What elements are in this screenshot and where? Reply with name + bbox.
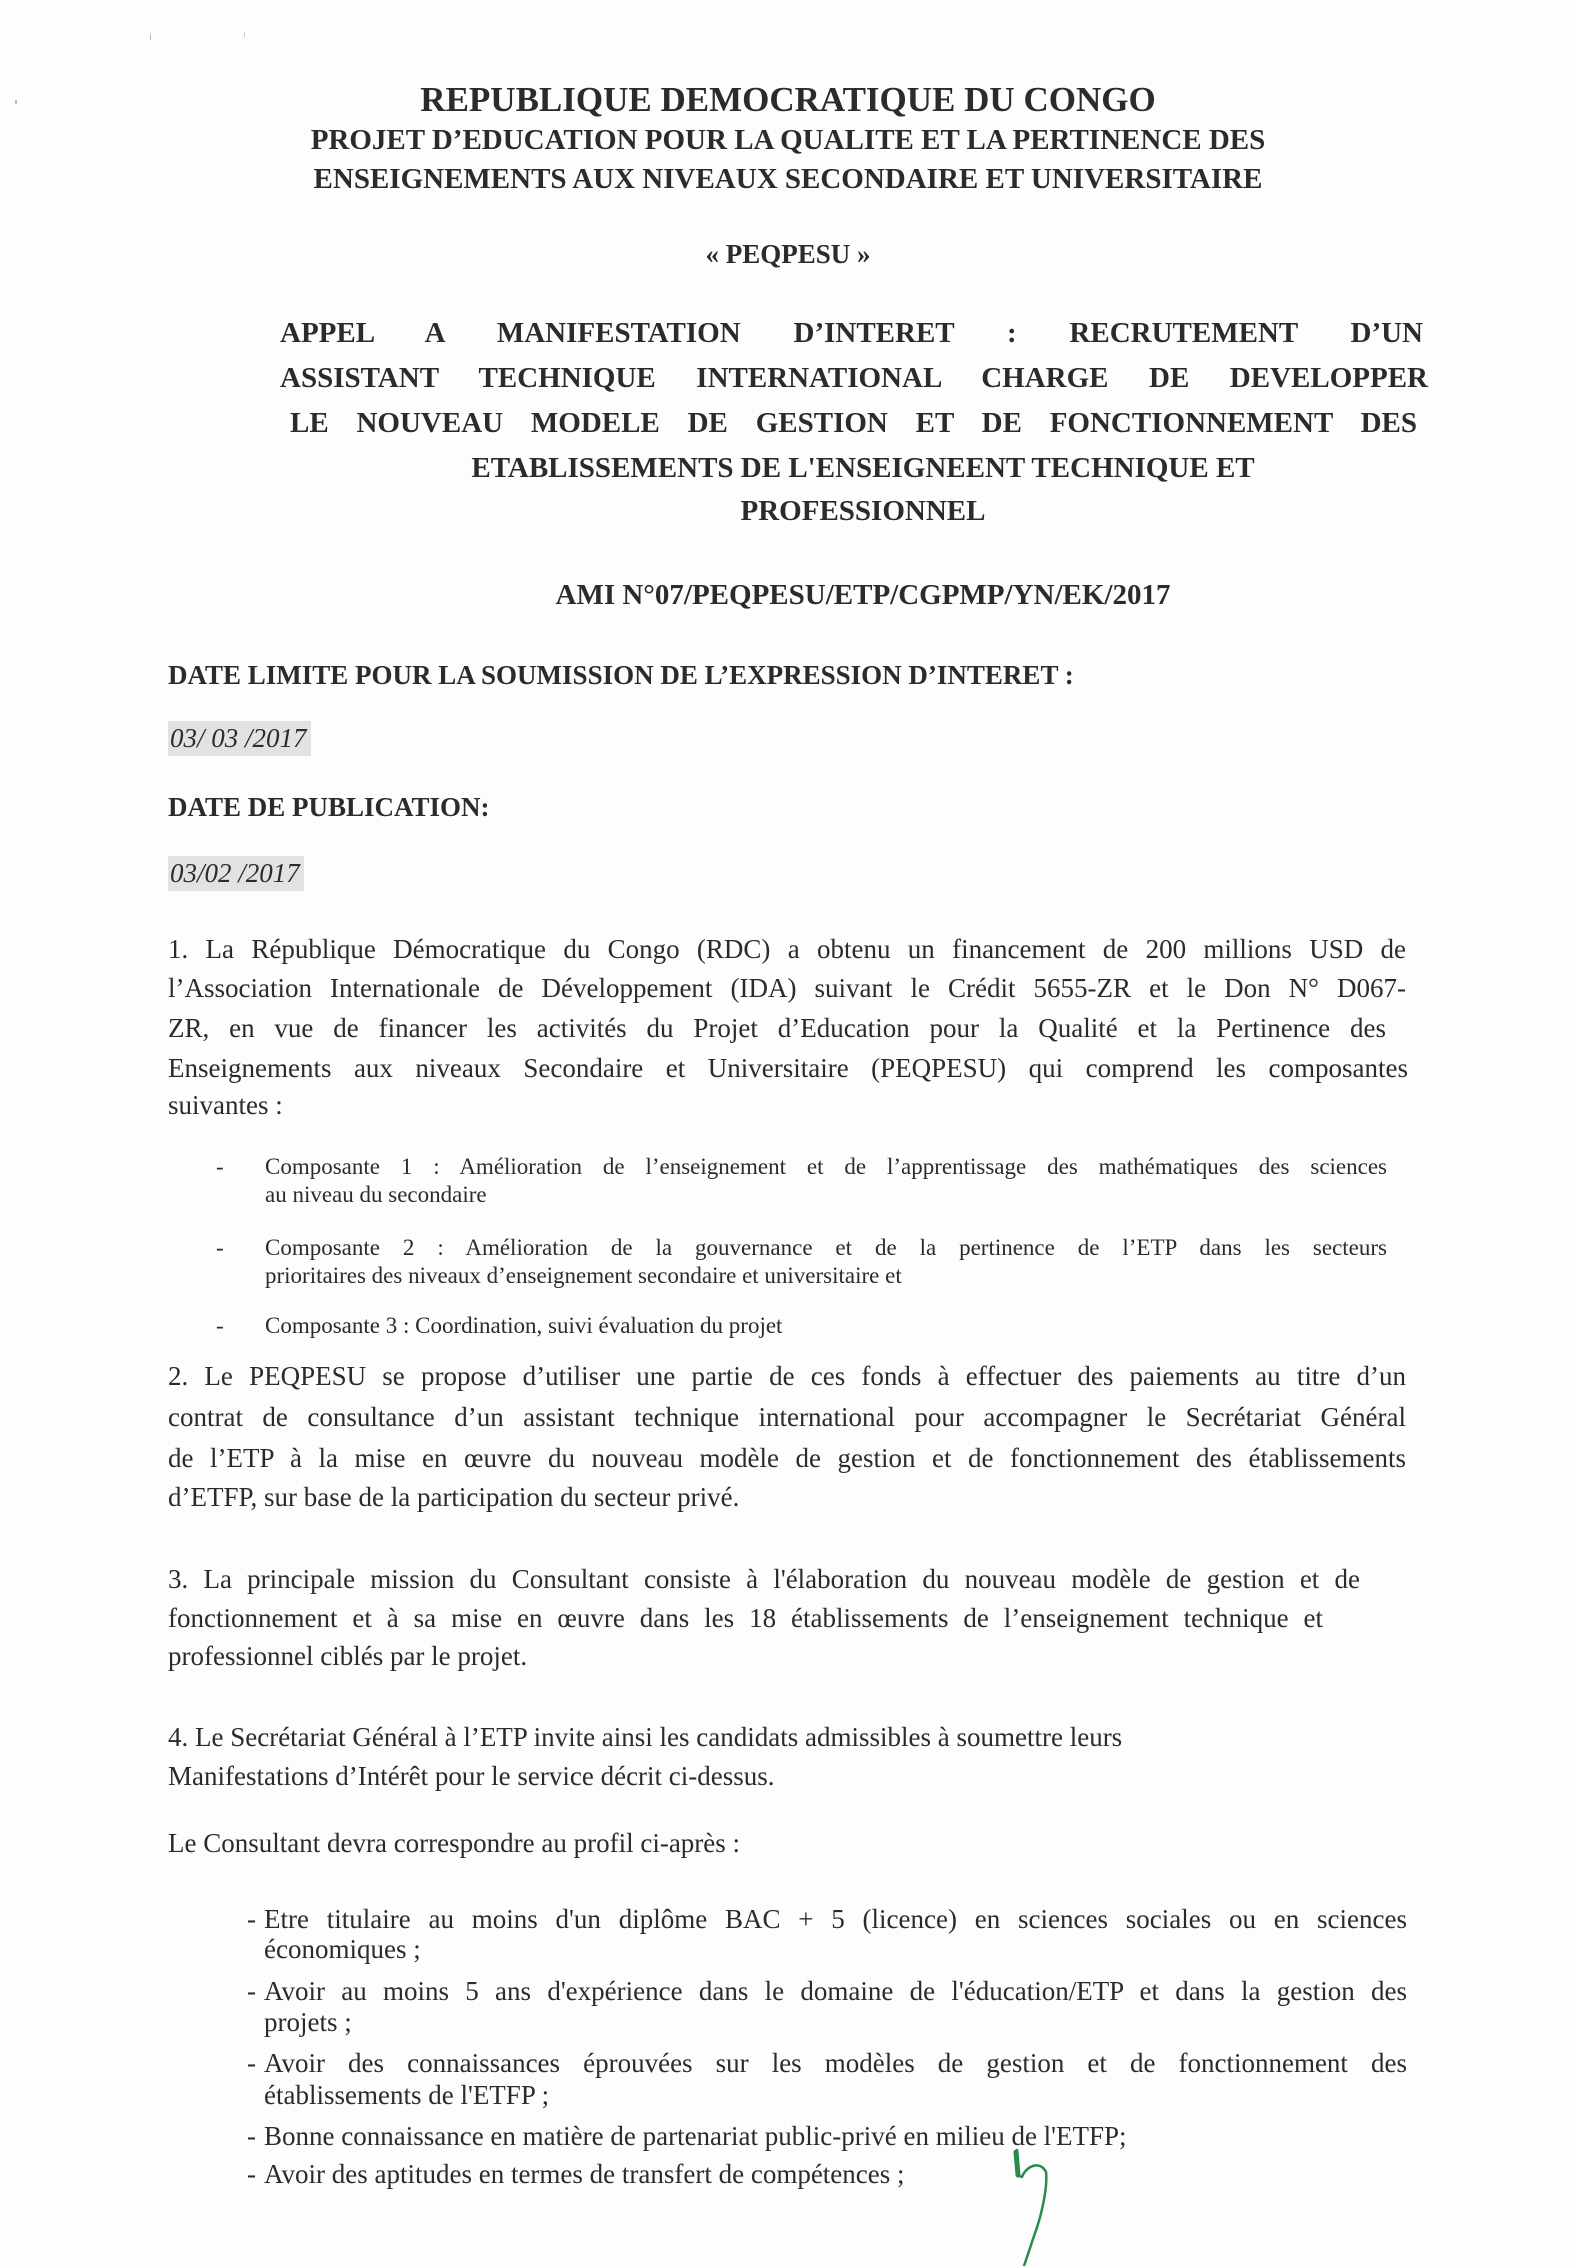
call-title-line-5: PROFESSIONNEL: [740, 495, 986, 527]
deadline-label: DATE LIMITE POUR LA SOUMISSION DE L’EXPRESSION D’INTERET :: [168, 660, 1074, 690]
project-title-line-1: PROJET D’EDUCATION POUR LA QUALITE ET LA PERTINENCE DES: [310, 124, 1266, 156]
call-title-line-2: ASSISTANT TECHNIQUE INTERNATIONAL CHARGE DE DEVELOPPER: [280, 362, 1428, 394]
profile-2-line-2: projets ;: [264, 2007, 352, 2037]
paragraph-4-line-2: Manifestations d’Intérêt pour le service décrit ci-dessus.: [168, 1761, 775, 1791]
paragraph-3-line-2: fonctionnement et à sa mise en œuvre dans les 18 établissements de l’enseignement technique et: [168, 1603, 1323, 1633]
ami-reference: AMI N°07/PEQPESU/ETP/CGPMP/YN/EK/2017: [555, 579, 1171, 611]
component-1-line-2: au niveau du secondaire: [265, 1182, 487, 1207]
list-dash: -: [247, 1976, 256, 2006]
scan-speck: [150, 34, 151, 40]
profile-1-line-1: Etre titulaire au moins d'un diplôme BAC + 5 (licence) en sciences sociales ou en sciences: [264, 1904, 1407, 1934]
component-3-line-1: Composante 3 : Coordination, suivi évaluation du projet: [265, 1313, 783, 1338]
list-dash: -: [247, 2121, 256, 2151]
list-dash: -: [247, 1904, 256, 1934]
paragraph-2-line-1: 2. Le PEQPESU se propose d’utiliser une partie de ces fonds à effectuer des paiements au titre d’un: [168, 1361, 1406, 1391]
country-title: REPUBLIQUE DEMOCRATIQUE DU CONGO: [420, 80, 1156, 119]
project-title-line-2: ENSEIGNEMENTS AUX NIVEAUX SECONDAIRE ET UNIVERSITAIRE: [313, 163, 1263, 195]
paragraph-1-line-4: Enseignements aux niveaux Secondaire et Universitaire (PEQPESU) qui comprend les composantes: [168, 1053, 1408, 1083]
paragraph-2-line-2: contrat de consultance d’un assistant technique international pour accompagner le Secrétariat Général: [168, 1402, 1406, 1432]
project-acronym: « PEQPESU »: [705, 239, 871, 269]
profile-4-line-1: Bonne connaissance en matière de partenariat public-privé en milieu de l'ETFP;: [264, 2121, 1127, 2151]
paragraph-3-line-1: 3. La principale mission du Consultant consiste à l'élaboration du nouveau modèle de gestion et de: [168, 1564, 1360, 1594]
scan-speck: [244, 32, 245, 37]
publication-label: DATE DE PUBLICATION:: [168, 792, 490, 822]
list-dash: -: [247, 2159, 256, 2189]
component-1-line-1: Composante 1 : Amélioration de l’enseignement et de l’apprentissage des mathématiques des sciences: [265, 1154, 1387, 1179]
deadline-date-value: 03/ 03 /2017: [168, 721, 311, 756]
profile-intro: Le Consultant devra correspondre au profil ci-après :: [168, 1828, 741, 1858]
profile-2-line-1: Avoir au moins 5 ans d'expérience dans le domaine de l'éducation/ETP et dans la gestion des: [264, 1976, 1407, 2006]
call-title-line-4: ETABLISSEMENTS DE L'ENSEIGNEENT TECHNIQUE ET: [471, 452, 1255, 484]
paragraph-2-line-3: de l’ETP à la mise en œuvre du nouveau modèle de gestion et de fonctionnement des établissements: [168, 1443, 1406, 1473]
list-dash: -: [216, 1154, 224, 1179]
publication-date-value: 03/02 /2017: [168, 856, 304, 891]
profile-3-line-2: établissements de l'ETFP ;: [264, 2080, 550, 2110]
paragraph-4-line-1: 4. Le Secrétariat Général à l’ETP invite ainsi les candidats admissibles à soumettre leurs: [168, 1722, 1123, 1752]
call-title-line-3: LE NOUVEAU MODELE DE GESTION ET DE FONCTIONNEMENT DES: [290, 407, 1417, 439]
paragraph-2-line-4: d’ETFP, sur base de la participation du secteur privé.: [168, 1482, 740, 1512]
paragraph-1-line-5: suivantes :: [168, 1090, 283, 1120]
paragraph-1-line-3: ZR, en vue de financer les activités du Projet d’Education pour la Qualité et la Pertinence des: [168, 1013, 1386, 1043]
list-dash: -: [247, 2048, 256, 2078]
profile-1-line-2: économiques ;: [264, 1934, 421, 1964]
component-2-line-2: prioritaires des niveaux d’enseignement secondaire et universitaire et: [265, 1263, 902, 1288]
component-2-line-1: Composante 2 : Amélioration de la gouvernance et de la pertinence de l’ETP dans les secteurs: [265, 1235, 1387, 1260]
scan-speck: [15, 100, 17, 104]
paragraph-1-line-2: l’Association Internationale de Développement (IDA) suivant le Crédit 5655-ZR et le Don N° D067-: [168, 973, 1406, 1003]
paragraph-1-line-1: 1. La République Démocratique du Congo (RDC) a obtenu un financement de 200 millions USD de: [168, 934, 1406, 964]
profile-5-line-1: Avoir des aptitudes en termes de transfert de compétences ;: [264, 2159, 905, 2189]
list-dash: -: [216, 1235, 224, 1260]
paragraph-3-line-3: professionnel ciblés par le projet.: [168, 1641, 528, 1671]
call-title-line-1: APPEL A MANIFESTATION D’INTERET : RECRUTEMENT D’UN: [280, 317, 1423, 349]
list-dash: -: [216, 1313, 224, 1338]
profile-3-line-1: Avoir des connaissances éprouvées sur les modèles de gestion et de fonctionnement des: [264, 2048, 1407, 2078]
